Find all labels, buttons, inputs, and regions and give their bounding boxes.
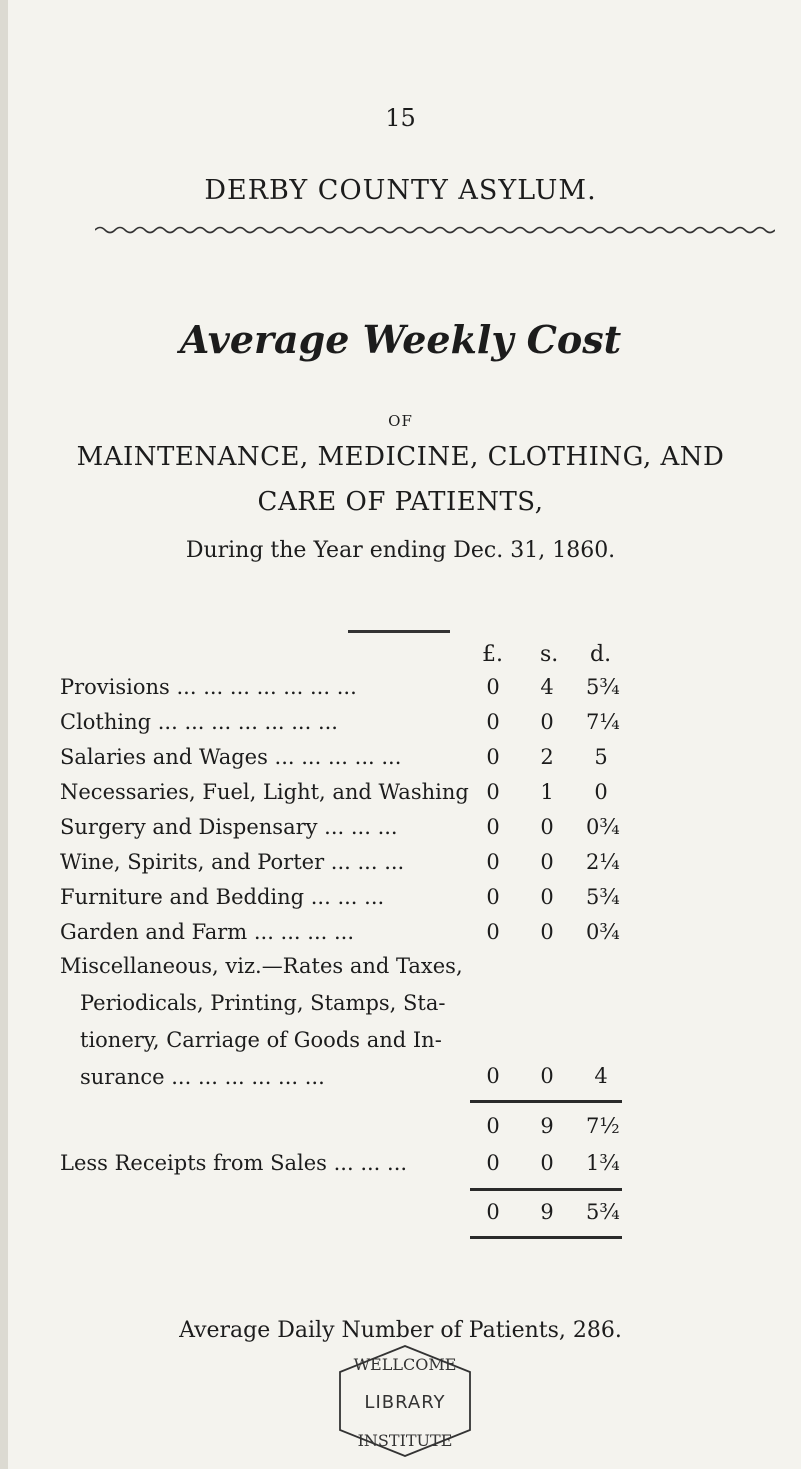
value-shillings: 0 — [540, 920, 554, 944]
value-pence: 5¾ — [586, 885, 620, 909]
value-pence: 2¼ — [586, 850, 620, 874]
row-label: Provisions ... ... ... ... ... ... ... — [60, 675, 357, 699]
total-pounds: 0 — [486, 1200, 500, 1224]
value-pence: 1¾ — [586, 1151, 620, 1175]
misc-line: Periodicals, Printing, Stamps, Sta- — [80, 991, 446, 1015]
value-shillings: 0 — [540, 1151, 554, 1175]
main-heading: Average Weekly Cost — [179, 317, 622, 362]
row-label: Furniture and Bedding ... ... ... — [60, 885, 385, 909]
subtitle-line-2: CARE OF PATIENTS, — [257, 487, 544, 517]
value-pounds: 0 — [486, 710, 500, 734]
value-shillings: 0 — [540, 885, 554, 909]
subtitle-line-1: MAINTENANCE, MEDICINE, CLOTHING, AND — [76, 442, 725, 472]
row-label: Garden and Farm ... ... ... ... — [60, 920, 354, 944]
value-pence: 0¾ — [586, 920, 620, 944]
column-shillings: s. — [540, 642, 559, 667]
value-pence: 7¼ — [586, 710, 620, 734]
less-label: Less Receipts from Sales ... ... ... — [60, 1151, 408, 1175]
value-shillings: 1 — [540, 780, 554, 804]
row-label: Salaries and Wages ... ... ... ... ... — [60, 745, 402, 769]
short-rule — [348, 630, 450, 633]
value-pence: 5¾ — [586, 675, 620, 699]
stamp-middle-text: LIBRARY — [364, 1392, 446, 1413]
page-edge — [0, 0, 8, 1469]
subtotal-pounds: 0 — [486, 1114, 500, 1138]
value-shillings: 0 — [540, 1064, 554, 1088]
value-pounds: 0 — [486, 1064, 500, 1088]
value-shillings: 0 — [540, 815, 554, 839]
value-pence: 4 — [594, 1064, 608, 1088]
average-patients: Average Daily Number of Patients, 286. — [179, 1318, 622, 1343]
stamp-top-text: WELLCOME — [353, 1355, 457, 1374]
row-label: Necessaries, Fuel, Light, and Washing — [60, 780, 469, 804]
library-stamp — [310, 1342, 500, 1460]
total-shillings: 9 — [540, 1200, 554, 1224]
value-pounds: 0 — [486, 850, 500, 874]
wavy-divider — [95, 224, 775, 236]
value-pounds: 0 — [486, 1151, 500, 1175]
row-label: Clothing ... ... ... ... ... ... ... — [60, 710, 338, 734]
misc-line: Miscellaneous, viz.—Rates and Taxes, — [60, 954, 463, 978]
misc-line: surance ... ... ... ... ... ... — [80, 1065, 325, 1089]
column-pounds: £. — [482, 642, 503, 667]
total-pence: 5¾ — [586, 1200, 620, 1224]
value-pounds: 0 — [486, 780, 500, 804]
value-shillings: 2 — [540, 745, 554, 769]
sum-rule — [470, 1100, 622, 1103]
period-line: During the Year ending Dec. 31, 1860. — [185, 538, 616, 563]
value-shillings: 0 — [540, 850, 554, 874]
value-pounds: 0 — [486, 815, 500, 839]
value-pounds: 0 — [486, 745, 500, 769]
stamp-bottom-text: INSTITUTE — [357, 1431, 453, 1450]
subtotal-shillings: 9 — [540, 1114, 554, 1138]
value-pence: 0 — [594, 780, 608, 804]
value-shillings: 0 — [540, 710, 554, 734]
subtotal-pence: 7½ — [586, 1114, 620, 1138]
value-pounds: 0 — [486, 920, 500, 944]
misc-block — [60, 948, 463, 1096]
value-pence: 5 — [594, 745, 608, 769]
misc-line: tionery, Carriage of Goods and In- — [80, 1028, 442, 1052]
column-pence: d. — [590, 642, 612, 667]
total-rule — [470, 1236, 622, 1239]
value-pence: 0¾ — [586, 815, 620, 839]
sum-rule — [470, 1188, 622, 1191]
value-shillings: 4 — [540, 675, 554, 699]
of-label: OF — [388, 412, 413, 430]
row-label: Wine, Spirits, and Porter ... ... ... — [60, 850, 405, 874]
page-number: 15 — [385, 104, 416, 132]
value-pounds: 0 — [486, 885, 500, 909]
value-pounds: 0 — [486, 675, 500, 699]
row-label: Surgery and Dispensary ... ... ... — [60, 815, 398, 839]
institution-title: DERBY COUNTY ASYLUM. — [204, 175, 597, 206]
